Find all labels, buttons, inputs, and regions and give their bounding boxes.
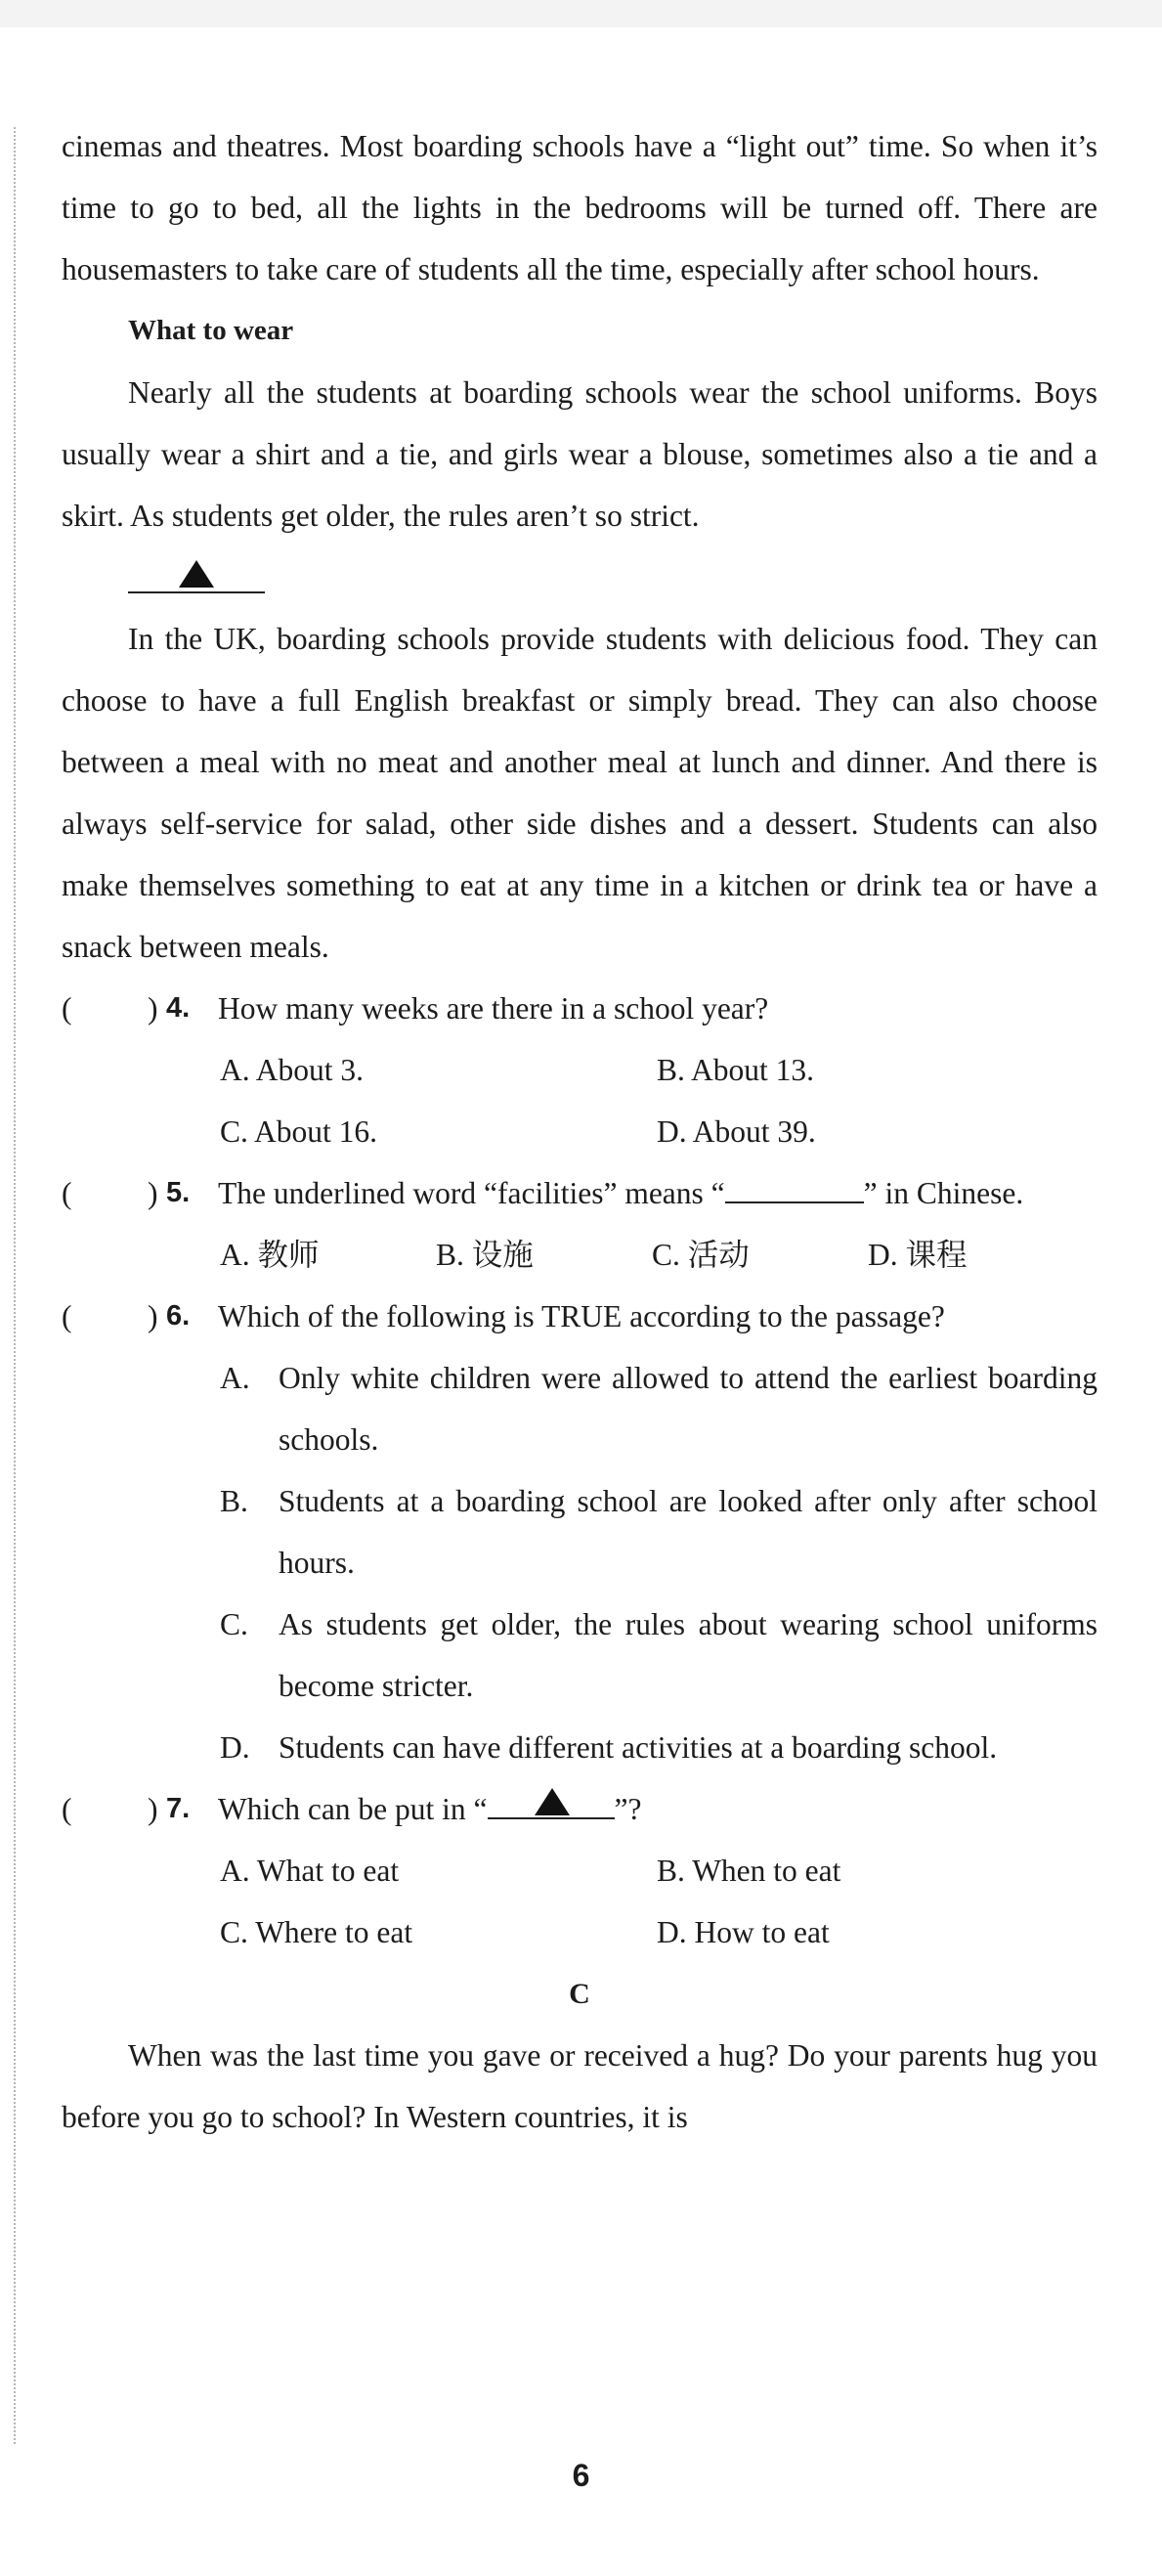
options-row	[62, 1901, 1097, 1963]
option-d[interactable]: D. Students can have different activities at a boarding school.	[220, 1730, 998, 1765]
options-row	[62, 1840, 1097, 1901]
question-text: Which can be put in “ ”?	[218, 1778, 1097, 1840]
question-text: How many weeks are there in a school year?	[218, 991, 769, 1026]
option-d[interactable]: D. About 39.	[657, 1114, 816, 1149]
option-b[interactable]: B. About 13.	[657, 1053, 815, 1087]
option-a[interactable]: A. Only white children were allowed to attend the earliest boarding schools.	[220, 1361, 1097, 1457]
option-c[interactable]: C. About 16.	[220, 1114, 378, 1149]
options-row	[62, 1224, 1097, 1286]
question-7: ( ) 7. Which can be put in “ ”?	[62, 1778, 1097, 1840]
triangle-marker-icon	[535, 1788, 570, 1815]
options-row	[62, 1039, 1097, 1101]
missing-heading-blank	[62, 546, 1097, 608]
options-row	[62, 1101, 1097, 1162]
question-6: ( ) 6. Which of the following is TRUE according to the passage?	[62, 1286, 1097, 1347]
option-c[interactable]: C. 活动	[652, 1238, 750, 1272]
option-a[interactable]: A. 教师	[220, 1238, 320, 1272]
options-list	[62, 1347, 1097, 1778]
question-4: ( ) 4. How many weeks are there in a school year?	[62, 978, 1097, 1039]
paragraph-food: In the UK, boarding schools provide students with delicious food. They can choose to have a full English breakfast or simply bread. They can also choose between a meal with no meat and another meal at lunch and dinner. And there is always self-service for salad, other side dishes and a dessert. Students can also make themselves something to eat at any time in a kitchen or drink tea or have a snack between meals.	[62, 622, 1097, 964]
option-a[interactable]: A. About 3.	[220, 1053, 365, 1087]
binding-margin-rule	[14, 127, 16, 2444]
page-content	[62, 115, 1097, 2148]
option-b[interactable]: B. 设施	[436, 1238, 534, 1272]
paragraph-rules: cinemas and theatres. Most boarding schools have a “light out” time. So when it’s time to go to bed, all the lights in the bedrooms will be turned off. There are housemasters to take care of students all the time, especially after school hours.	[62, 129, 1097, 286]
question-5: ( ) 5. The underlined word “facilities” means “ ” in Chinese.	[62, 1162, 1097, 1224]
question-text: Which of the following is TRUE according to the passage?	[218, 1299, 945, 1333]
fill-blank[interactable]	[488, 1788, 615, 1819]
option-a[interactable]: A. What to eat	[220, 1854, 400, 1888]
heading-what-to-wear: What to wear	[128, 315, 294, 346]
section-heading-c: C	[569, 1978, 590, 2010]
page-number: 6	[572, 2458, 590, 2493]
paragraph-hug-intro: When was the last time you gave or received a hug? Do your parents hug you before you go to school? In Western countries, it is	[62, 2038, 1097, 2134]
fill-blank[interactable]	[725, 1178, 864, 1203]
option-b[interactable]: B. When to eat	[657, 1854, 841, 1888]
triangle-marker-icon	[179, 560, 214, 588]
question-number: 6.	[166, 1300, 191, 1332]
question-number: 7.	[166, 1793, 191, 1824]
question-number: 5.	[166, 1177, 191, 1208]
option-b[interactable]: B. Students at a boarding school are looked after only after school hours.	[220, 1484, 1097, 1580]
question-number: 4.	[166, 992, 191, 1024]
question-text: The underlined word “facilities” means “ ” in Chinese.	[218, 1176, 1024, 1210]
option-c[interactable]: C. As students get older, the rules about wearing school uniforms become stricter.	[220, 1607, 1097, 1703]
paragraph-what-to-wear: Nearly all the students at boarding schools wear the school uniforms. Boys usually wear a shirt and a tie, and girls wear a blouse, sometimes also a tie and a skirt. As students get older, the rules aren’t so strict.	[62, 375, 1097, 533]
option-d[interactable]: D. 课程	[868, 1238, 968, 1272]
scan-top-strip	[0, 0, 1162, 27]
option-d[interactable]: D. How to eat	[657, 1915, 830, 1949]
option-c[interactable]: C. Where to eat	[220, 1915, 413, 1949]
blank-underline	[128, 591, 265, 593]
